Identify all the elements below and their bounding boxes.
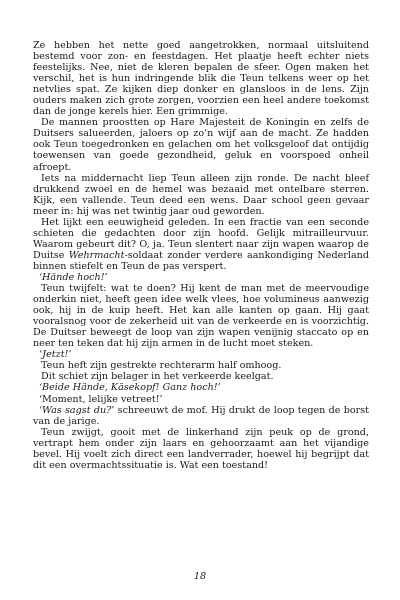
paragraph: De mannen proostten op Hare Majesteit de Koningin en zelfs de Duitsers salueerden, jaloers op zo’n wijf aan de macht. Ze hadden ook Teun toegedronken en gelachen om het volksgeloof dat ontijdig toewensen van goede gezondheid, geluk en voorspoed onheil afroept. [33,117,369,173]
page-number: 18 [193,571,207,582]
italic-term: Wehrmacht [68,249,125,261]
paragraph: Teun twijfelt: wat te doen? Hij kent de man met de meervoudige onderkin niet, heeft geen idee welk vlees, hoe volumineus aanwezig ook, hij in de kuip heeft. Het kan alle kanten op gaan. Hij gaat vooralsnog voor de zekerheid uit van de verkeerde en is voorzichtig. De Duitser beweegt de loop van zijn wapen venijnig staccato op en neer ten teken dat hij zijn armen in de lucht moet steken. [33,283,369,350]
body-text [33,40,369,471]
dialogue-line: ‘Was sagst du?’ schreeuwt de mof. Hij drukt de loop tegen de borst van de jarige. [33,404,369,427]
dialogue-line: ‘Hände hoch!’ [39,271,108,283]
dialogue-line: ‘Jetzt!’ [39,349,72,361]
paragraph: Het lijkt een eeuwigheid geleden. In een fractie van een seconde schieten die gedachten door zijn hoofd. Gelijk mitrailleurvuur. Waarom gebeurt dit? O, ja. Teun slentert naar zijn wapen waarop de Duitse Wehrmacht-soldaat zonder verdere aankondiging Nederland binnen stiefelt en Teun de pas verspert. [33,216,369,272]
dialogue-line: ‘Beide Hände, Käsekopf! Ganz hoch!’ [39,382,221,394]
paragraph: Ze hebben het nette goed aangetrokken, normaal uitsluitend bestemd voor zon- en feestdagen. Het plaatje heeft echter niets feestelijks. Nee, niet de kleren bepalen de sfeer. Ogen maken het verschil, het is hun indringende blik die Teun telkens weer op het netvlies spat. Ze kijken diep donker en glansloos in de lens. Zijn ouders maken zich grote zorgen, voorzien een heel andere toekomst dan de jonge kerels hier. Een grimmige. [33,40,369,118]
dialogue-line: ‘Moment, lelijke vetreet!’ [39,393,163,405]
paragraph: Dit schiet zijn belager in het verkeerde keelgat. [41,371,274,383]
paragraph: Teun heft zijn gestrekte rechterarm half omhoog. [41,360,282,372]
paragraph: Iets na middernacht liep Teun alleen zijn ronde. De nacht bleef drukkend zwoel en de hemel was bezaaid met ontelbare sterren. Kijk, een vallende. Teun deed een wens. Daar school geen gevaar meer in: hij was net twintig jaar oud geworden. [33,172,369,217]
paragraph: Teun zwijgt, gooit met de linkerhand zijn peuk op de grond, vertrapt hem onder zijn laars en gehoorzaamt aan het vijandige bevel. Hij voelt zich direct een landverrader, hoewel hij begrijpt dat dit een overmachtssituatie is. Wat een toestand! [33,426,369,471]
